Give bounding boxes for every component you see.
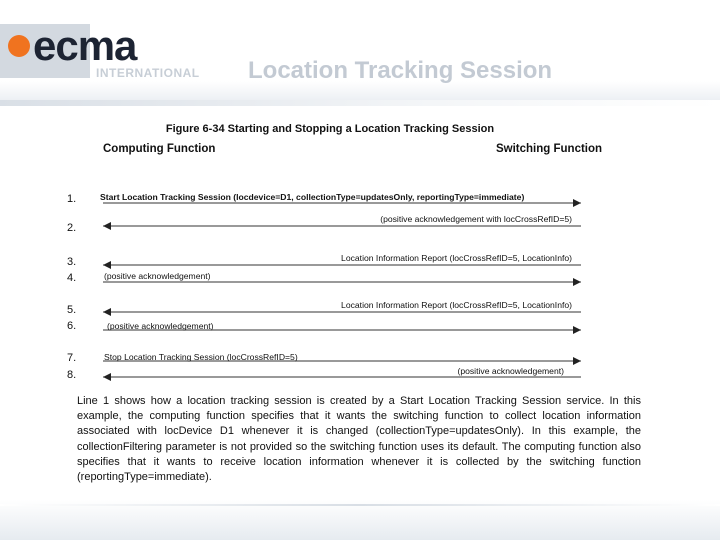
arrowhead-icon [573, 357, 581, 365]
message-label: Location Information Report (locCrossRefID=5, LocationInfo) [341, 300, 572, 310]
step-number: 2. [67, 222, 77, 234]
slide-title: Location Tracking Session [248, 57, 553, 84]
message-label: (positive acknowledgement with locCrossRefID=5) [380, 214, 572, 224]
message-label: Location Information Report (locCrossRefID=5, LocationInfo) [341, 253, 572, 263]
arrowhead-icon [103, 222, 111, 230]
arrowhead-icon [573, 278, 581, 286]
logo-subtext: INTERNATIONAL [96, 66, 200, 80]
footer-divider [0, 504, 720, 506]
message-label: (positive acknowledgement) [107, 321, 214, 331]
step-number: 7. [67, 352, 77, 364]
message-label: (positive acknowledgement) [457, 366, 564, 376]
step-number: 4. [67, 272, 77, 284]
arrowhead-icon [103, 261, 111, 269]
arrowhead-icon [103, 373, 111, 381]
message-label: Start Location Tracking Session (locdevice=D1, collectionType=updatesOnly, reportingType=immediate) [100, 192, 525, 202]
switching-function-heading: Switching Function [496, 143, 603, 155]
step-number: 6. [67, 320, 77, 332]
description-paragraph: Line 1 shows how a location tracking session is created by a Start Location Tracking Session service. In this example, the computing function specifies that it wants the switching function to collect location information associated with locDevice D1 whenever it is changed (collectionType=updatesOnly). In this example, the collectionFiltering parameter is not provided so the switching function uses its default. The computing function also specifies that it wants to receive location information whenever it is collected by the switching function (reportingType=immediate). [77, 395, 641, 484]
step-number: 1. [67, 193, 77, 205]
logo-wordmark: ecma [33, 22, 137, 69]
message-label: Stop Location Tracking Session (locCrossRefID=5) [104, 352, 298, 362]
arrowhead-icon [573, 199, 581, 207]
step-number: 5. [67, 304, 77, 316]
footer-band [0, 500, 720, 540]
computing-function-heading: Computing Function [103, 143, 216, 155]
step-number: 8. [67, 369, 77, 381]
arrowhead-icon [573, 326, 581, 334]
arrowhead-icon [103, 308, 111, 316]
figure-caption: Figure 6-34 Starting and Stopping a Location Tracking Session [165, 123, 495, 135]
message-label: (positive acknowledgement) [104, 271, 211, 281]
step-number: 3. [67, 256, 77, 268]
